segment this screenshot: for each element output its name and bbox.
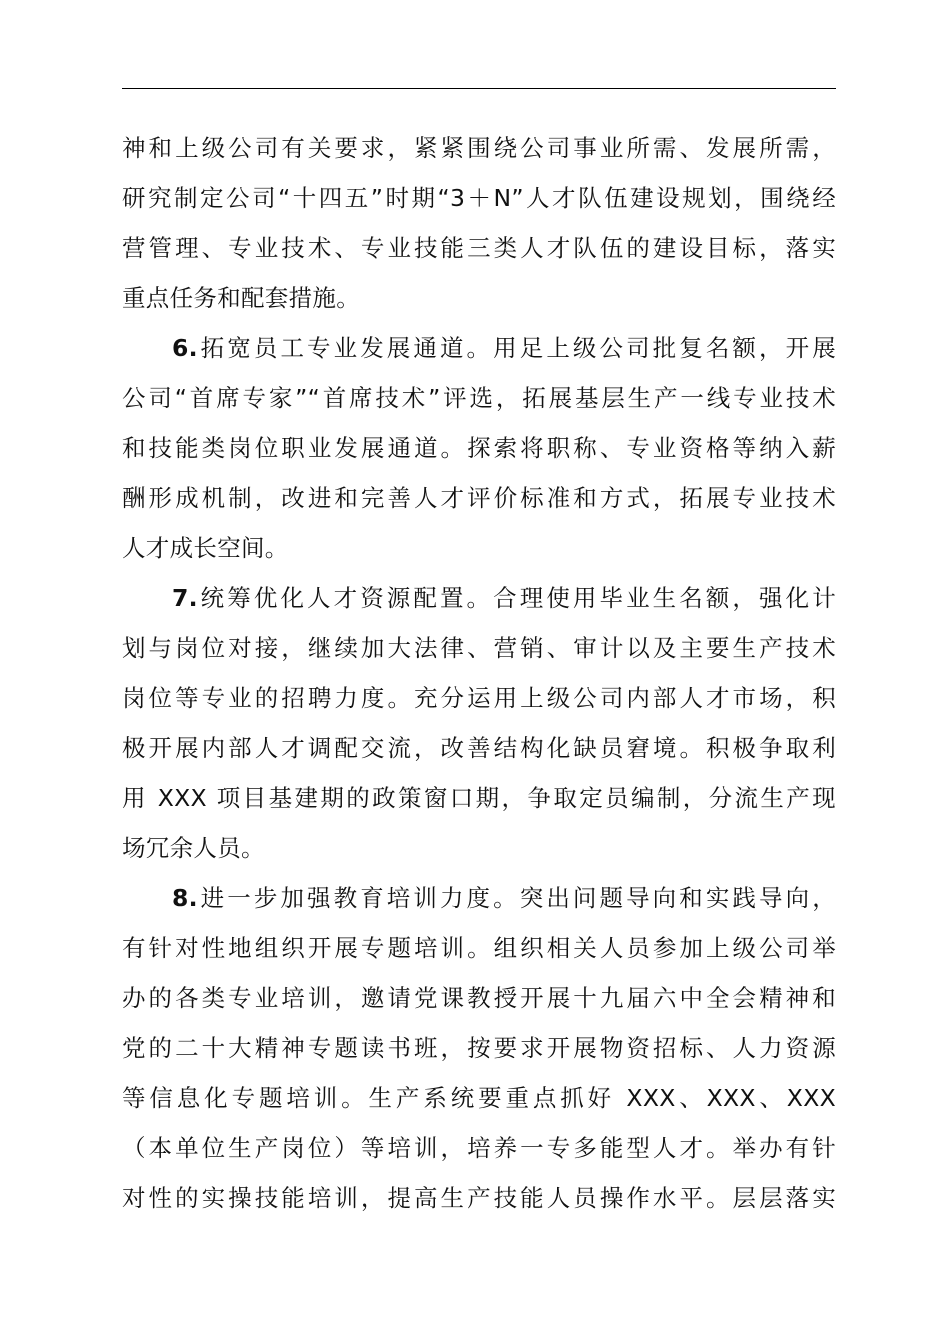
- paragraph-line: （本单位生产岗位）等培训，培养一专多能型人才。举办有针: [122, 1134, 836, 1162]
- paragraph-line: [122, 873, 836, 923]
- item-number: 6.: [172, 334, 198, 362]
- paragraph-line: 党的二十大精神专题读书班，按要求开展物资招标、人力资源: [122, 1034, 836, 1062]
- paragraph-line: 划与岗位对接，继续加大法律、营销、审计以及主要生产技术: [122, 634, 836, 662]
- paragraph-line: 对性的实操技能培训，提高生产技能人员操作水平。层层落实: [122, 1184, 836, 1212]
- item-heading-text: 统筹优化人才资源配置。合理使用毕业生名额，强化计: [197, 584, 836, 612]
- paragraph-line: 极开展内部人才调配交流，改善结构化缺员窘境。积极争取利: [122, 734, 836, 762]
- item-heading-text: 拓宽员工专业发展通道。用足上级公司批复名额，开展: [197, 334, 836, 362]
- paragraph-line: 营管理、专业技术、专业技能三类人才队伍的建设目标，落实: [122, 234, 836, 262]
- header-rule: [122, 88, 836, 89]
- paragraph-line: 酬形成机制，改进和完善人才评价标准和方式，拓展专业技术: [122, 484, 836, 512]
- paragraph-item-8: [122, 873, 836, 1223]
- paragraph-line: 人才成长空间。: [122, 534, 289, 562]
- paragraph-line: [122, 573, 836, 623]
- paragraph-line: 神和上级公司有关要求，紧紧围绕公司事业所需、发展所需，: [122, 134, 836, 162]
- item-heading-text: 进一步加强教育培训力度。突出问题导向和实践导向，: [197, 884, 836, 912]
- paragraph-line: 用 XXX 项目基建期的政策窗口期，争取定员编制，分流生产现: [122, 784, 836, 812]
- paragraph-line: 场冗余人员。: [122, 834, 265, 862]
- paragraph-line: 有针对性地组织开展专题培训。组织相关人员参加上级公司举: [122, 934, 836, 962]
- item-number: 7.: [172, 584, 198, 612]
- paragraph-line: 办的各类专业培训，邀请党课教授开展十九届六中全会精神和: [122, 984, 836, 1012]
- item-number: 8.: [172, 884, 198, 912]
- paragraph-item-7: [122, 573, 836, 873]
- document-body: [122, 123, 836, 1223]
- paragraph-line: 等信息化专题培训。生产系统要重点抓好 XXX、XXX、XXX: [122, 1084, 836, 1112]
- paragraph-line: 研究制定公司“十四五”时期“3＋N”人才队伍建设规划，围绕经: [122, 184, 836, 212]
- paragraph-line: 和技能类岗位职业发展通道。探索将职称、专业资格等纳入薪: [122, 434, 836, 462]
- paragraph-line: 重点任务和配套措施。: [122, 284, 360, 312]
- paragraph-line: 岗位等专业的招聘力度。充分运用上级公司内部人才市场，积: [122, 684, 836, 712]
- paragraph-continuation: [122, 123, 836, 323]
- paragraph-line: 公司“首席专家”“首席技术”评选，拓展基层生产一线专业技术: [122, 384, 836, 412]
- paragraph-line: [122, 323, 836, 373]
- paragraph-item-6: [122, 323, 836, 573]
